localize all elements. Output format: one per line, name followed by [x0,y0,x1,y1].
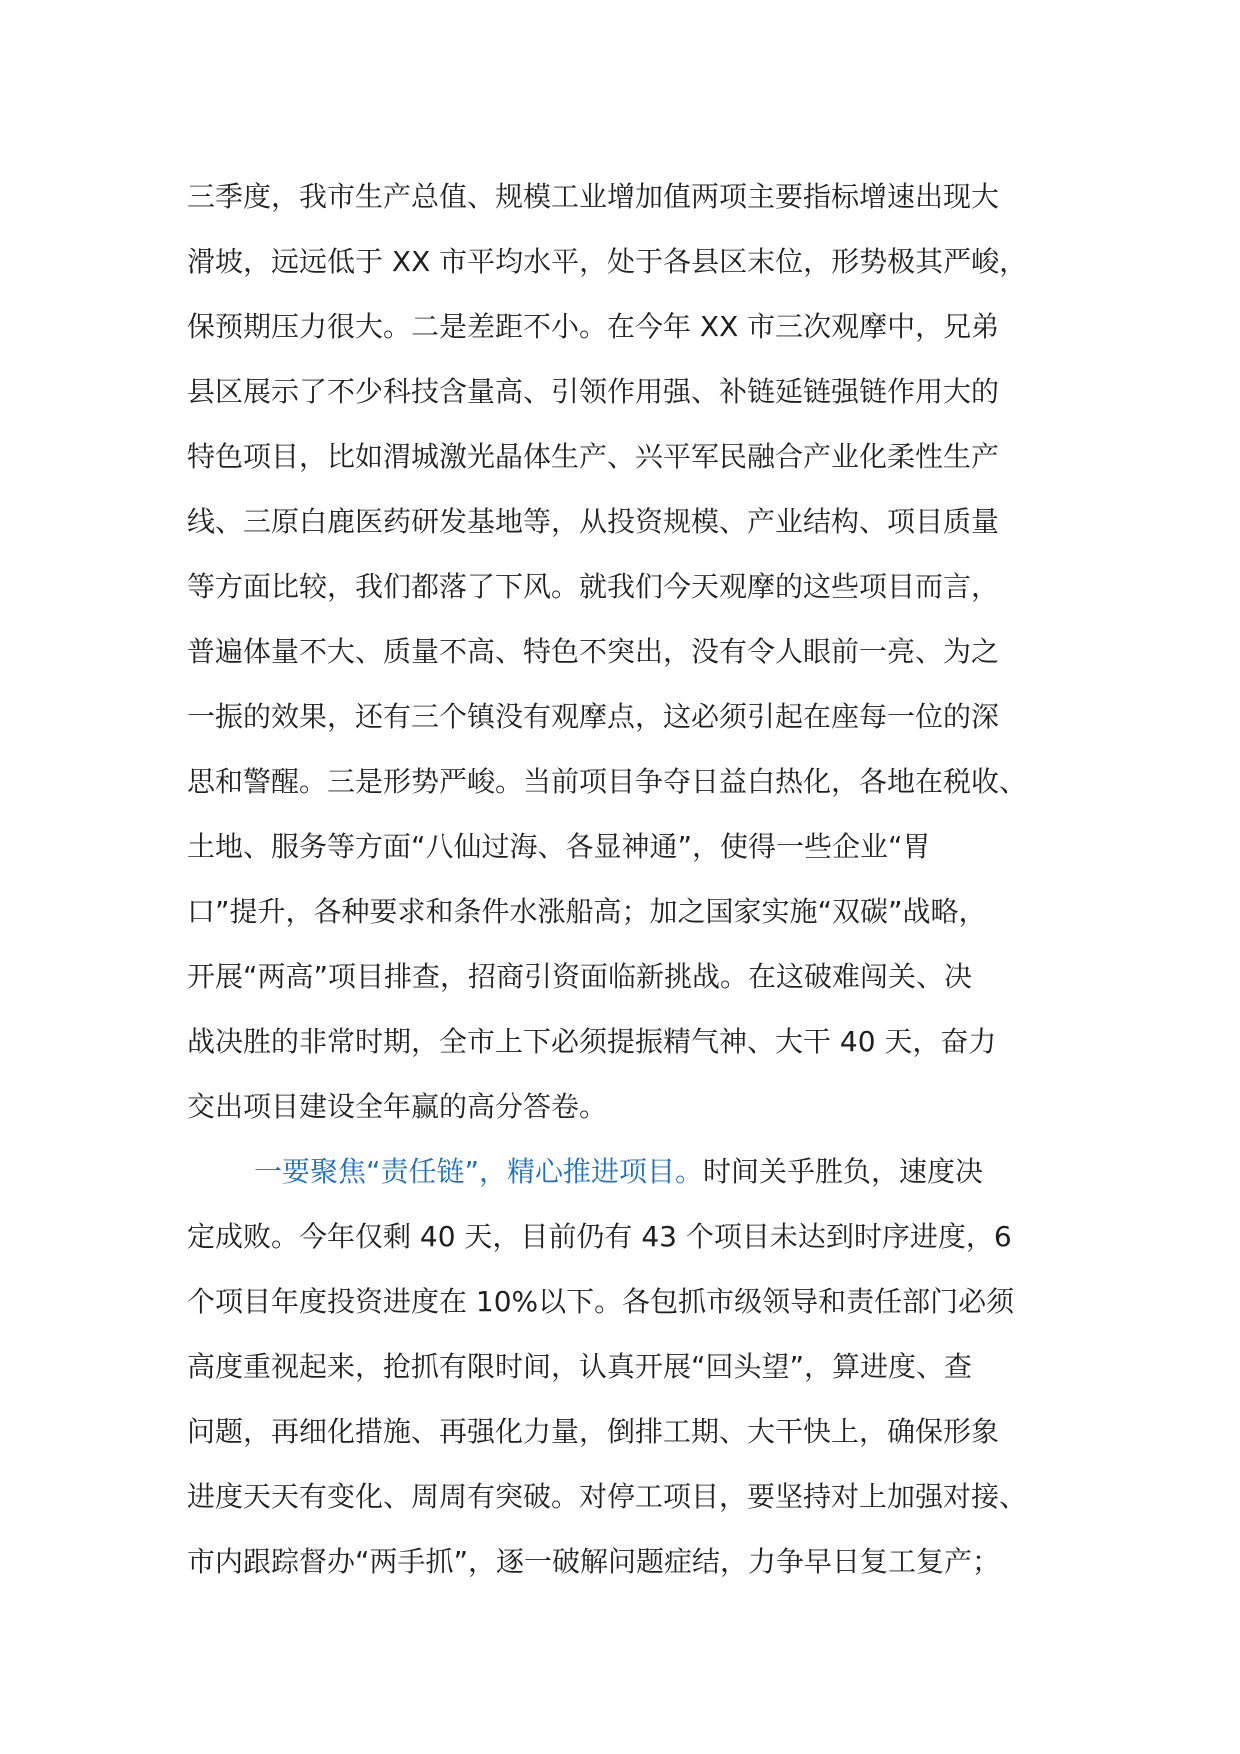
text-line: 三季度，我市生产总值、规模工业增加值两项主要指标增速出现大 [187,180,1000,213]
text-line: 保预期压力很大。二是差距不小。在今年 XX 市三次观摩中，兄弟 [187,310,1000,343]
text-line: 思和警醒。三是形势严峻。当前项目争夺日益白热化，各地在税收、 [187,765,1028,798]
document-body [187,164,1067,1594]
text-line: 县区展示了不少科技含量高、引领作用强、补链延链强链作用大的 [187,375,1000,408]
heading-rest-text: 时间关乎胜负，速度决 [703,1155,984,1188]
text-line: 口”提升，各种要求和条件水涨船高；加之国家实施“双碳”战略， [187,895,987,928]
text-line: 特色项目，比如渭城激光晶体生产、兴平军民融合产业化柔性生产 [187,440,1000,473]
text-line: 高度重视起来，抢抓有限时间，认真开展“回头望”，算进度、查 [187,1350,973,1383]
text-line: 普遍体量不大、质量不高、特色不突出，没有令人眼前一亮、为之 [187,635,1000,668]
text-line: 等方面比较，我们都落了下风。就我们今天观摩的这些项目而言， [187,570,1000,603]
paragraph-2 [187,1139,1067,1594]
text-line: 市内跟踪督办“两手抓”，逐一破解问题症结，力争早日复工复产； [187,1545,1001,1578]
text-line: 一振的效果，还有三个镇没有观摩点，这必须引起在座每一位的深 [187,700,1000,733]
text-line: 进度天天有变化、周周有突破。对停工项目，要坚持对上加强对接、 [187,1480,1028,1513]
text-line: 战决胜的非常时期，全市上下必须提振精气神、大干 40 天，奋力 [187,1025,997,1058]
text-line: 开展“两高”项目排查，招商引资面临新挑战。在这破难闯关、决 [187,960,973,993]
text-line: 线、三原白鹿医药研发基地等，从投资规模、产业结构、项目质量 [187,505,1000,538]
paragraph-1 [187,164,1067,1139]
text-line: 交出项目建设全年赢的高分答卷。 [187,1090,608,1123]
text-line: 定成败。今年仅剩 40 天，目前仍有 43 个项目未达到时序进度，6 [187,1220,1012,1253]
text-line: 土地、服务等方面“八仙过海、各显神通”，使得一些企业“胃 [187,830,931,863]
text-line: 问题，再细化措施、再强化力量，倒排工期、大干快上，确保形象 [187,1415,1000,1448]
text-line-first [187,1139,1067,1204]
section-heading: 一要聚焦“责任链”，精心推进项目。 [254,1155,704,1188]
text-line: 滑坡，远远低于 XX 市平均水平，处于各县区末位，形势极其严峻， [187,245,1028,278]
text-line: 个项目年度投资进度在 10%以下。各包抓市级领导和责任部门必须 [187,1285,1015,1318]
